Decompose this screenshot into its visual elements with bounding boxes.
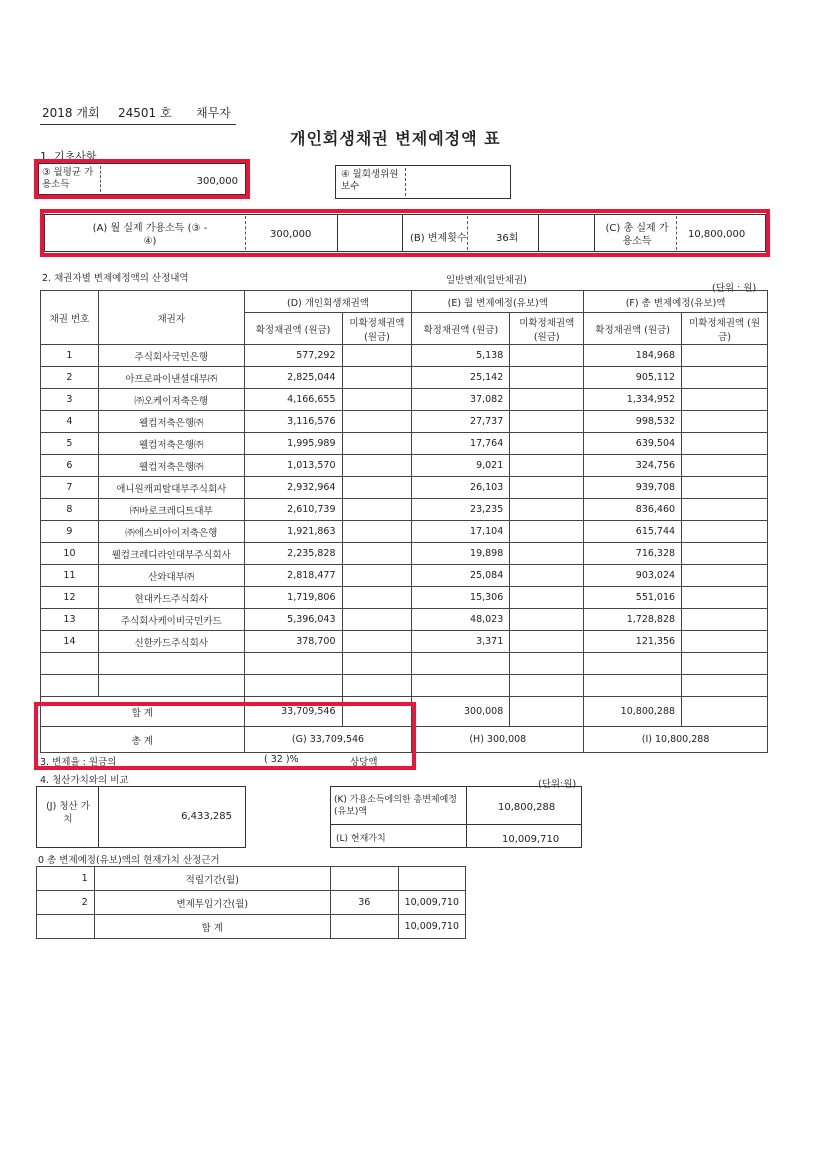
row-no: 9 — [41, 521, 99, 543]
pv-row-months: 36 — [330, 891, 398, 915]
k-value: 10,800,288 — [498, 802, 556, 813]
j-value: 6,433,285 — [181, 811, 232, 822]
f-confirmed: 확정채권액 (원금) — [584, 313, 682, 345]
row-d-confirmed: 1,719,806 — [244, 587, 342, 609]
row-no: 6 — [41, 455, 99, 477]
sum-d: 33,709,546 — [244, 697, 342, 727]
row-creditor: 산와대부㈜ — [98, 565, 244, 587]
row-d-confirmed: 2,932,964 — [244, 477, 342, 499]
sum-label: 합 계 — [41, 697, 245, 727]
row-creditor: ㈜에스비아이저축은행 — [98, 521, 244, 543]
pv-row-label: 변제투입기간(월) — [94, 891, 330, 915]
pv-row-value: 10,009,710 — [398, 891, 465, 915]
row-e-unconfirmed — [510, 367, 584, 389]
row-f-confirmed: 551,016 — [584, 587, 682, 609]
row-e-confirmed: 17,764 — [412, 433, 510, 455]
pv-row-months — [330, 867, 398, 891]
repayment-rate: ( 32 )% — [264, 754, 299, 765]
row-no: 2 — [41, 367, 99, 389]
row-e-confirmed: 37,082 — [412, 389, 510, 411]
table-row — [41, 521, 768, 543]
col-creditor: 채권자 — [98, 291, 244, 345]
row-no: 8 — [41, 499, 99, 521]
row-f-confirmed: 1,728,828 — [584, 609, 682, 631]
avg-income-value: 300,000 — [196, 176, 238, 187]
pv-sum-label: 합 계 — [94, 915, 330, 939]
row-no: 12 — [41, 587, 99, 609]
row-f-unconfirmed — [682, 455, 768, 477]
row-e-unconfirmed — [510, 609, 584, 631]
row-d-confirmed: 2,610,739 — [244, 499, 342, 521]
table-row — [41, 477, 768, 499]
summary-b-value: 36회 — [496, 233, 519, 244]
row-f-unconfirmed — [682, 477, 768, 499]
pv-row-no: 1 — [37, 867, 95, 891]
row-creditor: 주식회사케이비국민카드 — [98, 609, 244, 631]
row-f-confirmed: 998,532 — [584, 411, 682, 433]
row-f-unconfirmed — [682, 543, 768, 565]
table-row — [41, 499, 768, 521]
summary-a-value: 300,000 — [270, 229, 312, 240]
row-f-unconfirmed — [682, 345, 768, 367]
row-f-unconfirmed — [682, 631, 768, 653]
row-d-unconfirmed — [342, 477, 412, 499]
l-label: (L) 현재가치 — [336, 834, 386, 844]
row-d-unconfirmed — [342, 367, 412, 389]
row-d-confirmed: 1,921,863 — [244, 521, 342, 543]
row-creditor: ㈜오케이저축은행 — [98, 389, 244, 411]
total-g: (G) 33,709,546 — [244, 727, 412, 753]
row-creditor: 웰컴저축은행㈜ — [98, 433, 244, 455]
row-d-unconfirmed — [342, 389, 412, 411]
sum-e: 300,008 — [412, 697, 510, 727]
present-value-table — [36, 866, 466, 939]
section2-unit: (단위 : 원) — [712, 283, 757, 294]
pv-row-value — [398, 867, 465, 891]
section2-subheading: 일반변제(일반채권) — [446, 275, 527, 286]
e-unconfirmed: 미확정채권액 (원금) — [510, 313, 584, 345]
table-row — [41, 389, 768, 411]
highlight-totals — [34, 702, 416, 770]
d-unconfirmed: 미확정채권액 (원금) — [342, 313, 412, 345]
row-f-unconfirmed — [682, 411, 768, 433]
row-e-confirmed: 5,138 — [412, 345, 510, 367]
row-f-confirmed: 905,112 — [584, 367, 682, 389]
row-f-confirmed: 324,756 — [584, 455, 682, 477]
row-d-unconfirmed — [342, 455, 412, 477]
table-row — [41, 631, 768, 653]
pv-sum-value: 10,009,710 — [398, 915, 465, 939]
list-item — [37, 867, 466, 891]
row-f-confirmed: 939,708 — [584, 477, 682, 499]
row-d-confirmed: 3,116,576 — [244, 411, 342, 433]
row-f-confirmed: 903,024 — [584, 565, 682, 587]
table-row — [41, 565, 768, 587]
table-row — [41, 587, 768, 609]
total-h: (H) 300,008 — [412, 727, 584, 753]
row-e-unconfirmed — [510, 433, 584, 455]
table-row — [41, 367, 768, 389]
f-unconfirmed: 미확정채권액 (원금) — [682, 313, 768, 345]
row-d-unconfirmed — [342, 345, 412, 367]
section5-heading: 0 총 변제예정(유보)액의 현재가치 산정근거 — [38, 855, 220, 866]
row-d-unconfirmed — [342, 587, 412, 609]
col-d: (D) 개인회생채권액 — [244, 291, 412, 313]
creditor-table — [40, 290, 768, 753]
row-creditor: ㈜바로크레디트대부 — [98, 499, 244, 521]
row-d-unconfirmed — [342, 543, 412, 565]
summary-a-label: (A) 월 실제 가용소득 (③ - ④) — [92, 223, 208, 247]
row-f-confirmed: 615,744 — [584, 521, 682, 543]
row-e-confirmed: 27,737 — [412, 411, 510, 433]
row-e-unconfirmed — [510, 499, 584, 521]
row-e-unconfirmed — [510, 543, 584, 565]
row-e-confirmed: 23,235 — [412, 499, 510, 521]
row-e-confirmed: 17,104 — [412, 521, 510, 543]
living-cost-label: ④ 월회생위원 보수 — [341, 169, 399, 192]
row-e-unconfirmed — [510, 389, 584, 411]
row-d-unconfirmed — [342, 609, 412, 631]
table-row — [41, 411, 768, 433]
col-no: 채권 번호 — [41, 291, 99, 345]
row-no: 10 — [41, 543, 99, 565]
row-creditor: 현대카드주식회사 — [98, 587, 244, 609]
row-d-unconfirmed — [342, 411, 412, 433]
row-f-unconfirmed — [682, 609, 768, 631]
row-f-unconfirmed — [682, 389, 768, 411]
row-d-confirmed: 378,700 — [244, 631, 342, 653]
table-row — [41, 543, 768, 565]
row-no: 1 — [41, 345, 99, 367]
row-creditor: 웰컴크레디라인대부주식회사 — [98, 543, 244, 565]
e-confirmed: 확정채권액 (원금) — [412, 313, 510, 345]
row-d-confirmed: 2,825,044 — [244, 367, 342, 389]
row-no: 14 — [41, 631, 99, 653]
row-creditor: 웰컴저축은행㈜ — [98, 455, 244, 477]
row-d-confirmed: 2,818,477 — [244, 565, 342, 587]
row-f-confirmed: 1,334,952 — [584, 389, 682, 411]
row-d-unconfirmed — [342, 565, 412, 587]
row-f-unconfirmed — [682, 587, 768, 609]
total-i: (I) 10,800,288 — [584, 727, 768, 753]
row-no: 5 — [41, 433, 99, 455]
row-creditor: 주식회사국민은행 — [98, 345, 244, 367]
table-row — [41, 455, 768, 477]
row-f-confirmed: 716,328 — [584, 543, 682, 565]
section2-heading: 2. 채권자별 변제예정액의 산정내역 — [42, 273, 189, 284]
row-e-unconfirmed — [510, 455, 584, 477]
row-d-unconfirmed — [342, 499, 412, 521]
k-label: (K) 가용소득에의한 총변제예정(유보)액 — [334, 795, 457, 817]
row-e-unconfirmed — [510, 345, 584, 367]
highlight-summary — [40, 209, 770, 257]
j-label: (J) 청산 가치 — [46, 801, 90, 825]
sum-f: 10,800,288 — [584, 697, 682, 727]
row-e-confirmed: 9,021 — [412, 455, 510, 477]
row-creditor: 애니원캐피탈대부주식회사 — [98, 477, 244, 499]
row-creditor: 신한카드주식회사 — [98, 631, 244, 653]
row-f-confirmed: 121,356 — [584, 631, 682, 653]
row-d-confirmed: 2,235,828 — [244, 543, 342, 565]
pv-row-label: 적립기간(월) — [94, 867, 330, 891]
row-e-confirmed: 25,084 — [412, 565, 510, 587]
row-e-unconfirmed — [510, 587, 584, 609]
table-row — [41, 345, 768, 367]
avg-income-label: ③ 월평균 가용소득 — [42, 167, 94, 190]
section1-heading: 1. 기초사항 — [40, 150, 97, 163]
row-e-unconfirmed — [510, 477, 584, 499]
row-e-unconfirmed — [510, 521, 584, 543]
row-e-confirmed: 15,306 — [412, 587, 510, 609]
row-d-confirmed: 4,166,655 — [244, 389, 342, 411]
row-e-unconfirmed — [510, 631, 584, 653]
section4-heading: 4. 청산가치와의 비교 — [40, 775, 129, 786]
row-no: 11 — [41, 565, 99, 587]
pv-row-no: 2 — [37, 891, 95, 915]
row-e-confirmed: 25,142 — [412, 367, 510, 389]
section4-unit: (단위:원) — [538, 779, 577, 790]
row-f-unconfirmed — [682, 367, 768, 389]
row-f-unconfirmed — [682, 499, 768, 521]
row-e-unconfirmed — [510, 565, 584, 587]
section3-text: 3. 변제율 : 원금의 — [40, 757, 117, 768]
row-d-unconfirmed — [342, 521, 412, 543]
row-f-unconfirmed — [682, 565, 768, 587]
l-value: 10,009,710 — [502, 834, 560, 845]
col-f: (F) 총 변제예정(유보)액 — [584, 291, 768, 313]
row-f-confirmed: 836,460 — [584, 499, 682, 521]
table-row — [41, 433, 768, 455]
row-d-confirmed: 5,396,043 — [244, 609, 342, 631]
row-d-unconfirmed — [342, 433, 412, 455]
row-creditor: 웰컴저축은행㈜ — [98, 411, 244, 433]
row-d-unconfirmed — [342, 631, 412, 653]
row-d-confirmed: 577,292 — [244, 345, 342, 367]
highlight-avg-income — [34, 159, 250, 199]
row-e-confirmed: 48,023 — [412, 609, 510, 631]
section3-suffix: 상당액 — [350, 757, 378, 768]
row-creditor: 아프로파이낸셜대부㈜ — [98, 367, 244, 389]
case-year: 2018 개회 — [42, 106, 100, 120]
summary-c-value: 10,800,000 — [688, 229, 746, 240]
row-e-confirmed: 19,898 — [412, 543, 510, 565]
row-no: 4 — [41, 411, 99, 433]
col-e: (E) 월 변제예정(유보)액 — [412, 291, 584, 313]
table-row — [41, 609, 768, 631]
case-number: 24501 호 — [118, 106, 172, 120]
row-e-confirmed: 3,371 — [412, 631, 510, 653]
row-f-unconfirmed — [682, 433, 768, 455]
row-f-confirmed: 184,968 — [584, 345, 682, 367]
total-label: 총 계 — [41, 727, 245, 753]
page-title: 개인회생채권 변제예정액 표 — [290, 129, 501, 148]
summary-c-label: (C) 총 실제 가용소득 — [605, 223, 669, 247]
summary-b-label: (B) 변제횟수 — [410, 233, 467, 244]
row-f-unconfirmed — [682, 521, 768, 543]
d-confirmed: 확정채권액 (원금) — [244, 313, 342, 345]
row-no: 7 — [41, 477, 99, 499]
row-no: 13 — [41, 609, 99, 631]
row-e-confirmed: 26,103 — [412, 477, 510, 499]
list-item — [37, 891, 466, 915]
row-d-confirmed: 1,013,570 — [244, 455, 342, 477]
row-no: 3 — [41, 389, 99, 411]
debtor-role: 채무자 — [196, 106, 231, 120]
row-d-confirmed: 1,995,989 — [244, 433, 342, 455]
row-e-unconfirmed — [510, 411, 584, 433]
row-f-confirmed: 639,504 — [584, 433, 682, 455]
